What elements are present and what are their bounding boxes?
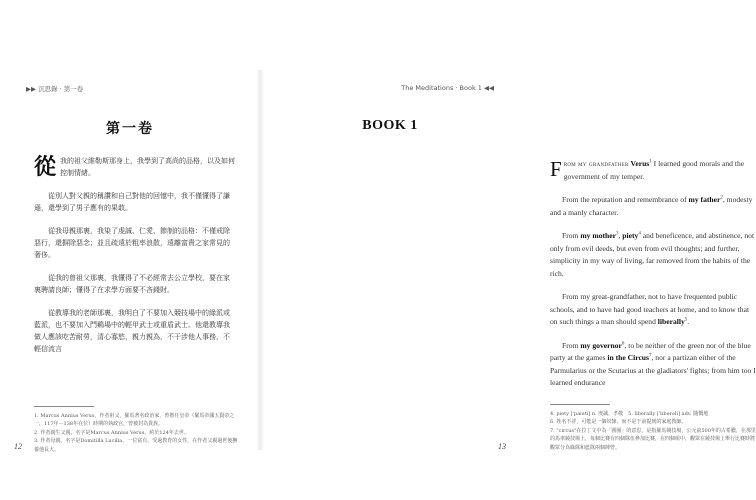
paragraph-1	[550, 158, 756, 183]
footnote: 1. Marcus Annius Verus，作者祖父，羅馬著名政治家，曾擔任皇帝（羅馬帝國五賢帝之一，117年－138年在位）時期的執政官，曾被封為貴族。	[34, 413, 235, 428]
paragraph-text: and beneficence, and abstinence, not only from evil deeds, but even from evil thoughts; and further, simplicity in my way of living, far removed from the habits of the rich.	[550, 231, 755, 278]
paragraph-3: 從我母親那裏，我染了虔誠、仁愛、節制的品格：不僅戒除惡行，還摒除惡念；並且疏遠於粗率浪散，遠離富貴之家常見的奢侈。	[34, 227, 230, 259]
english-body-text	[550, 158, 756, 401]
footnote-ref: 5	[684, 317, 688, 323]
bold-term: piety	[622, 231, 639, 240]
page-number-right: 13	[498, 442, 506, 451]
paragraph-1	[34, 155, 236, 179]
paragraph-5: 從教導我的老師那裏，我明白了不要加入競技場中的綠派或藍派，也不要加入鬥鷄場中的輕甲武士或重盾武士。他還教導我做人應該吃苦耐勞，清心寡慾，親力親為，不干涉他人事務，不輕信流言	[34, 309, 230, 353]
right-page	[260, 0, 756, 500]
bold-term: my mother	[580, 231, 616, 240]
paragraph-text: From the reputation and remembrance of	[562, 195, 689, 204]
footnote: 4. piety [ˈpaɪəti] n. 虔誠，孝敬 5. liberally [ˈlɪbərəli] adv. 隨慨地	[550, 411, 709, 417]
footnote-divider	[550, 404, 610, 405]
footnote: 7. "circus"在拉丁文中為「圓圈」的意思，是指羅馬競技場，公元前500年的古希臘，在那里的馬車競技場上，每個比賽有四個隊伍參加比賽，在四個組中，觀眾在競技場上舉行比賽時將觀眾分為綠隊和藍隊兩個陣營。	[550, 427, 756, 451]
paragraph-text: From	[562, 340, 581, 350]
drop-cap: 從	[34, 154, 57, 180]
running-head-right: The Meditations · Book 1 ◀◀	[401, 84, 494, 92]
paragraph-text: From my great-grandfather, not to have frequented public schools, and to have had good teachers at home, and to know that on such things a man should spend	[550, 292, 750, 326]
footnote-ref: 7	[649, 353, 652, 359]
footnote-ref: 2	[720, 195, 723, 201]
bold-term: in the Circus	[607, 353, 649, 362]
paragraph-4	[550, 291, 756, 329]
paragraph-2	[550, 194, 756, 219]
footnote-ref: 4	[638, 231, 641, 237]
paragraph-text: , modesty and a manly character.	[550, 195, 753, 217]
paragraph-4: 從我的曾祖父那裏，我懂得了不必經常去公立學校，要在家裏聘請良師；懂得了在求學方面要不吝錢財。	[34, 274, 230, 294]
paragraph-text: 我的祖父維勒斯那身上，我學到了高尚的品格，以及如何控制情緒。	[60, 157, 236, 177]
paragraph-3	[550, 230, 756, 280]
footnotes-right	[550, 410, 756, 452]
chinese-body-text	[34, 155, 236, 366]
footnote: 2. 作者親生父親，名字是Marcus Annius Verus，約於124年去世。	[34, 429, 189, 436]
footnote-ref: 1	[649, 159, 652, 165]
chapter-title-english: BOOK 1	[362, 118, 418, 133]
paragraph-text: ,	[618, 231, 623, 240]
footnote-divider	[34, 406, 94, 407]
footnote-ref: 3	[616, 231, 619, 237]
footnote-ref: 6	[621, 340, 625, 346]
footnotes-left	[34, 412, 239, 454]
paragraph-text: From	[562, 231, 581, 240]
left-page	[0, 0, 260, 500]
bold-term: Verus	[630, 159, 650, 168]
paragraph-2: 從別人對父親的稱讚和自己對他的回憶中，我不僅懂得了謙遜，還學到了男子應有的果敢。	[34, 192, 230, 212]
paragraph-text: , nor a partizan either of the Parmularius or the Scutarius at the gladiators' fights; from him too I learned endurance	[550, 353, 756, 387]
paragraph-5	[550, 340, 756, 390]
smallcaps-lead: rom my grandfather	[563, 159, 629, 168]
chapter-title-chinese: 第一卷	[106, 121, 154, 137]
drop-cap: F	[550, 157, 562, 181]
paragraph-text: I learned good morals and the government of my temper.	[563, 159, 745, 181]
running-head-left: ▶▶ 沉思錄 · 第一卷	[26, 85, 84, 93]
bold-term: liberally	[657, 317, 685, 326]
page-number-left: 12	[14, 442, 22, 451]
footnote: 6. 姓名不詳，可能是一個奴隸，而不是于前提到的家庭教師。	[550, 419, 687, 426]
footnote: 3. 作者母親，名字是Domitilla Lucilla，一位富有、受過教育的女性，在作者父親過世後撫養他長大。	[34, 438, 238, 453]
bold-term: my father	[688, 195, 721, 204]
paragraph-text: .	[687, 317, 690, 326]
bold-term: my governor	[580, 340, 622, 350]
paragraph-text: , to be neither of the green nor of the blue party at the games	[550, 340, 751, 362]
